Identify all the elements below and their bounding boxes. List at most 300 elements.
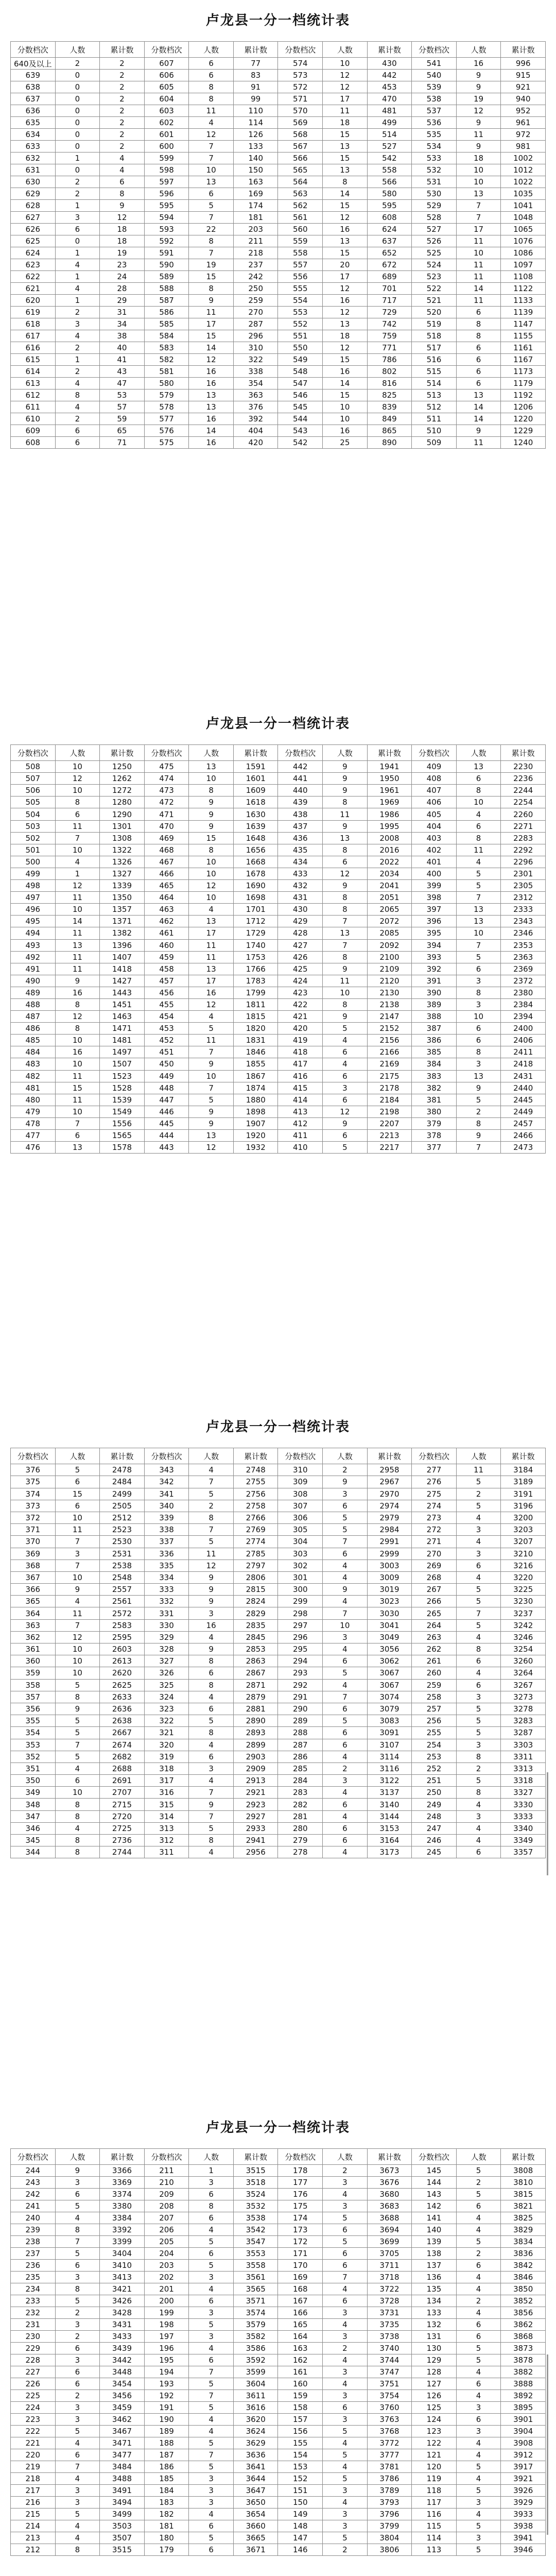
table-cell: 3611 <box>233 2390 278 2402</box>
table-cell: 416 <box>278 1070 323 1082</box>
table-cell: 133 <box>412 2307 457 2319</box>
table-cell: 9 <box>189 1596 234 1607</box>
table-cell: 5 <box>55 1727 100 1739</box>
table-cell: 237 <box>233 259 278 271</box>
table-cell: 2466 <box>501 1130 546 1142</box>
table-cell: 3380 <box>100 2200 145 2212</box>
table-cell: 5 <box>456 2343 501 2354</box>
table-cell: 595 <box>144 200 189 212</box>
table-row <box>11 2165 546 2177</box>
table-cell: 469 <box>144 832 189 844</box>
table-cell: 5 <box>456 951 501 963</box>
table-cell: 393 <box>412 951 457 963</box>
table-row <box>11 1058 546 1070</box>
table-cell: 7 <box>323 1536 368 1548</box>
table-cell: 3624 <box>233 2426 278 2437</box>
table-cell: 10 <box>189 892 234 904</box>
table-cell: 3718 <box>367 2272 412 2283</box>
table-cell: 3676 <box>367 2177 412 2189</box>
table-cell: 2512 <box>100 1512 145 1523</box>
page-title: 卢龙县一分一档统计表 <box>205 716 350 732</box>
table-cell: 10 <box>55 1058 100 1070</box>
table-cell: 2 <box>55 2307 100 2319</box>
table-cell: 9 <box>100 200 145 212</box>
table-cell: 5 <box>323 2532 368 2544</box>
table-cell: 1539 <box>100 1094 145 1106</box>
table-cell: 2 <box>189 1500 234 1512</box>
table-cell: 441 <box>278 773 323 785</box>
table-cell: 379 <box>412 1117 457 1129</box>
table-cell: 198 <box>144 2319 189 2331</box>
table-cell: 4 <box>456 1571 501 1583</box>
table-cell: 15 <box>323 247 368 259</box>
table-cell: 362 <box>11 1631 56 1643</box>
table-cell: 2305 <box>501 880 546 892</box>
table-cell: 227 <box>11 2366 56 2378</box>
table-cell: 3574 <box>233 2307 278 2319</box>
table-row <box>11 1011 546 1023</box>
table-cell: 586 <box>144 307 189 318</box>
table-cell: 463 <box>144 904 189 916</box>
table-cell: 179 <box>144 2544 189 2556</box>
table-row <box>11 1775 546 1787</box>
table-cell: 2613 <box>100 1655 145 1667</box>
table-cell: 3738 <box>367 2331 412 2343</box>
table-cell: 2138 <box>367 998 412 1010</box>
column-header: 人数 <box>55 745 100 761</box>
table-row <box>11 1619 546 1631</box>
table-row <box>11 2200 546 2212</box>
table-cell: 12 <box>189 880 234 892</box>
table-cell: 246 <box>412 1835 457 1846</box>
table-cell: 136 <box>412 2272 457 2283</box>
table-cell: 181 <box>144 2520 189 2532</box>
table-cell: 2353 <box>501 939 546 951</box>
table-cell: 1 <box>55 247 100 259</box>
table-cell: 12 <box>456 105 501 117</box>
table-cell: 442 <box>278 761 323 773</box>
table-row <box>11 342 546 354</box>
table-cell: 3318 <box>501 1775 546 1787</box>
table-cell: 2363 <box>501 951 546 963</box>
table-cell: 5 <box>55 1464 100 1476</box>
table-cell: 496 <box>11 904 56 916</box>
table-cell: 592 <box>144 235 189 247</box>
table-cell: 672 <box>367 259 412 271</box>
table-cell: 10 <box>323 58 368 70</box>
table-cell: 4 <box>456 2509 501 2520</box>
table-cell: 505 <box>11 796 56 808</box>
table-cell: 2879 <box>233 1691 278 1703</box>
table-cell: 3933 <box>501 2509 546 2520</box>
table-cell: 3392 <box>100 2224 145 2236</box>
table-cell: 17 <box>189 318 234 330</box>
table-cell: 3846 <box>501 2272 546 2283</box>
table-cell: 16 <box>189 413 234 425</box>
table-cell: 591 <box>144 247 189 259</box>
table-cell: 11 <box>55 951 100 963</box>
table-cell: 364 <box>11 1607 56 1619</box>
table-cell: 1639 <box>233 820 278 832</box>
column-header: 累计数 <box>367 745 412 761</box>
table-cell: 19 <box>456 93 501 105</box>
table-cell: 197 <box>144 2331 189 2343</box>
table-cell: 8 <box>189 1727 234 1739</box>
column-header: 人数 <box>189 2149 234 2165</box>
table-cell: 6 <box>456 1846 501 1858</box>
table-cell: 5 <box>323 2212 368 2224</box>
table-cell: 489 <box>11 987 56 998</box>
table-cell: 348 <box>11 1799 56 1810</box>
table-cell: 3665 <box>233 2532 278 2544</box>
table-cell: 514 <box>367 129 412 141</box>
table-cell: 3 <box>456 1810 501 1822</box>
table-row <box>11 892 546 904</box>
table-cell: 388 <box>412 1011 457 1023</box>
column-header: 人数 <box>323 1448 368 1464</box>
table-cell: 437 <box>278 820 323 832</box>
table-cell: 15 <box>323 152 368 164</box>
table-cell: 6 <box>323 1799 368 1810</box>
table-cell: 213 <box>11 2532 56 2544</box>
table-cell: 4 <box>55 1822 100 1834</box>
table-cell: 290 <box>278 1703 323 1715</box>
table-cell: 9 <box>323 820 368 832</box>
table-cell: 4 <box>55 2520 100 2532</box>
table-cell: 3023 <box>367 1596 412 1607</box>
table-cell: 543 <box>278 425 323 437</box>
table-cell: 193 <box>144 2378 189 2390</box>
table-cell: 259 <box>412 1679 457 1691</box>
table-cell: 175 <box>278 2200 323 2212</box>
table-cell: 7 <box>456 1142 501 1154</box>
table-cell: 418 <box>278 1046 323 1058</box>
table-cell: 3688 <box>367 2212 412 2224</box>
table-cell: 1867 <box>233 1070 278 1082</box>
table-row <box>11 2520 546 2532</box>
column-header: 分数档次 <box>144 1448 189 1464</box>
table-cell: 5 <box>323 1023 368 1035</box>
table-cell: 575 <box>144 437 189 449</box>
table-row <box>11 1070 546 1082</box>
table-cell: 14 <box>189 425 234 437</box>
table-cell: 2 <box>100 58 145 70</box>
table-cell: 2271 <box>501 820 546 832</box>
table-cell: 7 <box>323 2272 368 2283</box>
table-cell: 3751 <box>367 2378 412 2390</box>
table-cell: 298 <box>278 1607 323 1619</box>
table-cell: 445 <box>144 1117 189 1129</box>
table-cell: 2175 <box>367 1070 412 1082</box>
table-cell: 3829 <box>501 2224 546 2236</box>
table-cell: 3532 <box>233 2200 278 2212</box>
table-cell: 3 <box>323 2414 368 2426</box>
table-cell: 204 <box>144 2248 189 2260</box>
table-cell: 2022 <box>367 856 412 868</box>
table-cell: 453 <box>144 1023 189 1035</box>
column-header: 分数档次 <box>144 2149 189 2165</box>
table-cell: 292 <box>278 1679 323 1691</box>
table-cell: 8 <box>323 892 368 904</box>
table-cell: 9 <box>323 785 368 796</box>
table-cell: 283 <box>278 1787 323 1799</box>
table-row <box>11 2449 546 2461</box>
table-cell: 10 <box>55 1512 100 1523</box>
table-cell: 3760 <box>367 2402 412 2414</box>
table-cell: 1783 <box>233 975 278 987</box>
table-cell: 1 <box>55 152 100 164</box>
table-row <box>11 2177 546 2189</box>
table-cell: 18 <box>323 117 368 129</box>
table-cell: 3083 <box>367 1715 412 1727</box>
table-cell: 1272 <box>100 785 145 796</box>
table-cell: 10 <box>55 904 100 916</box>
table-cell: 4 <box>323 2437 368 2449</box>
table-cell: 0 <box>55 81 100 93</box>
table-cell: 376 <box>233 401 278 413</box>
table-cell: 2457 <box>501 1117 546 1129</box>
table-cell: 2715 <box>100 1799 145 1810</box>
table-cell: 357 <box>11 1691 56 1703</box>
table-cell: 3491 <box>100 2485 145 2497</box>
table-cell: 514 <box>412 378 457 389</box>
table-cell: 2691 <box>100 1775 145 1787</box>
table-cell: 9 <box>323 963 368 975</box>
table-cell: 1 <box>55 271 100 283</box>
table-cell: 12 <box>323 868 368 879</box>
table-cell: 533 <box>412 152 457 164</box>
table-row <box>11 1715 546 1727</box>
table-cell: 17 <box>323 93 368 105</box>
table-cell: 18 <box>100 224 145 235</box>
table-cell: 319 <box>144 1751 189 1762</box>
table-cell: 3 <box>456 975 501 987</box>
table-cell: 2620 <box>100 1667 145 1679</box>
table-cell: 3062 <box>367 1655 412 1667</box>
table-cell: 579 <box>144 389 189 401</box>
table-cell: 1481 <box>100 1035 145 1046</box>
table-cell: 2254 <box>501 796 546 808</box>
table-cell: 3799 <box>367 2520 412 2532</box>
table-cell: 6 <box>55 2189 100 2200</box>
table-cell: 5 <box>456 1715 501 1727</box>
column-header: 人数 <box>456 42 501 58</box>
table-cell: 6 <box>323 1548 368 1560</box>
column-header: 累计数 <box>100 745 145 761</box>
table-cell: 462 <box>144 916 189 927</box>
table-cell: 630 <box>11 176 56 188</box>
table-cell: 12 <box>189 129 234 141</box>
table-cell: 163 <box>278 2343 323 2354</box>
table-cell: 3547 <box>233 2236 278 2248</box>
table-row <box>11 1691 546 1703</box>
table-cell: 23 <box>100 259 145 271</box>
table-cell: 7 <box>456 939 501 951</box>
table-cell: 3448 <box>100 2366 145 2378</box>
table-cell: 3683 <box>367 2200 412 2212</box>
table-cell: 4 <box>55 259 100 271</box>
table-cell: 1941 <box>367 761 412 773</box>
table-cell: 6 <box>189 2189 234 2200</box>
table-cell: 329 <box>144 1631 189 1643</box>
scroll-indicator[interactable] <box>547 1772 548 1875</box>
table-cell: 3 <box>55 2485 100 2497</box>
table-cell: 521 <box>412 295 457 307</box>
table-cell: 354 <box>233 378 278 389</box>
table-cell: 491 <box>11 963 56 975</box>
table-cell: 13 <box>456 1070 501 1082</box>
table-row <box>11 785 546 796</box>
table-cell: 3 <box>55 2319 100 2331</box>
table-cell: 163 <box>233 176 278 188</box>
table-cell: 234 <box>11 2283 56 2295</box>
table-cell: 3786 <box>367 2473 412 2485</box>
table-cell: 230 <box>11 2331 56 2343</box>
table-row <box>11 105 546 117</box>
table-cell: 1322 <box>100 844 145 856</box>
table-cell: 268 <box>412 1571 457 1583</box>
table-cell: 1712 <box>233 916 278 927</box>
table-cell: 18 <box>100 235 145 247</box>
table-cell: 2881 <box>233 1703 278 1715</box>
table-cell: 6 <box>189 2212 234 2224</box>
table-cell: 4 <box>189 2509 234 2520</box>
scroll-indicator[interactable] <box>547 2354 548 2535</box>
table-cell: 409 <box>412 761 457 773</box>
table-cell: 3303 <box>501 1739 546 1751</box>
table-cell: 634 <box>11 129 56 141</box>
table-cell: 124 <box>412 2414 457 2426</box>
table-cell: 574 <box>278 58 323 70</box>
table-cell: 6 <box>323 2248 368 2260</box>
table-row <box>11 1751 546 1762</box>
table-cell: 2913 <box>233 1775 278 1787</box>
table-row <box>11 1106 546 1117</box>
table-cell: 5 <box>456 1703 501 1715</box>
table-cell: 339 <box>144 1512 189 1523</box>
table-cell: 177 <box>278 2177 323 2189</box>
table-cell: 640及以上 <box>11 58 56 70</box>
table-cell: 3278 <box>501 1703 546 1715</box>
table-cell: 116 <box>412 2509 457 2520</box>
table-cell: 17 <box>189 927 234 939</box>
table-cell: 313 <box>144 1822 189 1834</box>
table-cell: 11 <box>456 129 501 141</box>
table-row <box>11 2544 546 2556</box>
table-cell: 3349 <box>501 1835 546 1846</box>
table-cell: 1618 <box>233 796 278 808</box>
table-cell: 0 <box>55 129 100 141</box>
table-cell: 499 <box>367 117 412 129</box>
table-cell: 2449 <box>501 1106 546 1117</box>
table-cell: 2756 <box>233 1488 278 1500</box>
table-cell: 456 <box>144 987 189 998</box>
table-cell: 596 <box>144 188 189 200</box>
table-cell: 1766 <box>233 963 278 975</box>
table-cell: 1155 <box>501 330 546 342</box>
table-cell: 91 <box>233 81 278 93</box>
table-cell: 8 <box>189 1679 234 1691</box>
table-cell: 293 <box>278 1667 323 1679</box>
table-cell: 2769 <box>233 1524 278 1536</box>
table-cell: 3184 <box>501 1464 546 1476</box>
table-cell: 476 <box>11 1142 56 1154</box>
table-cell: 1035 <box>501 188 546 200</box>
table-cell: 158 <box>278 2402 323 2414</box>
table-cell: 5 <box>189 2378 234 2390</box>
table-cell: 137 <box>412 2260 457 2272</box>
table-cell: 10 <box>55 1106 100 1117</box>
table-cell: 4 <box>189 1631 234 1643</box>
table-cell: 458 <box>144 963 189 975</box>
table-cell: 435 <box>278 844 323 856</box>
table-row <box>11 2509 546 2520</box>
table-cell: 1002 <box>501 152 546 164</box>
table-cell: 16 <box>323 295 368 307</box>
table-cell: 7 <box>456 212 501 224</box>
table-cell: 13 <box>189 916 234 927</box>
table-cell: 3699 <box>367 2236 412 2248</box>
table-cell: 4 <box>55 378 100 389</box>
column-header: 分数档次 <box>412 2149 457 2165</box>
table-cell: 15 <box>189 832 234 844</box>
table-cell: 3313 <box>501 1762 546 1774</box>
table-cell: 849 <box>367 413 412 425</box>
table-cell: 271 <box>412 1536 457 1548</box>
table-cell: 546 <box>278 389 323 401</box>
table-cell: 16 <box>189 378 234 389</box>
table-cell: 13 <box>323 832 368 844</box>
table-cell: 320 <box>144 1739 189 1751</box>
table-cell: 599 <box>144 152 189 164</box>
table-cell: 11 <box>323 975 368 987</box>
table-cell: 483 <box>11 1058 56 1070</box>
table-cell: 15 <box>55 1082 100 1094</box>
table-row <box>11 401 546 413</box>
table-cell: 180 <box>144 2532 189 2544</box>
table-cell: 389 <box>412 998 457 1010</box>
table-row <box>11 2378 546 2390</box>
table-cell: 318 <box>144 1762 189 1774</box>
table-cell: 3565 <box>233 2283 278 2295</box>
table-cell: 529 <box>412 200 457 212</box>
table-cell: 6 <box>100 176 145 188</box>
table-cell: 3 <box>323 2366 368 2378</box>
table-cell: 71 <box>100 437 145 449</box>
table-cell: 4 <box>456 1631 501 1643</box>
table-cell: 2 <box>100 117 145 129</box>
table-cell: 15 <box>323 200 368 212</box>
table-cell: 3 <box>323 1082 368 1094</box>
table-cell: 13 <box>456 916 501 927</box>
table-cell: 9 <box>55 1584 100 1596</box>
table-cell: 1382 <box>100 927 145 939</box>
table-cell: 527 <box>412 224 457 235</box>
table-cell: 8 <box>323 176 368 188</box>
table-cell: 239 <box>11 2224 56 2236</box>
table-cell: 224 <box>11 2402 56 2414</box>
table-cell: 481 <box>11 1082 56 1094</box>
table-cell: 9 <box>456 81 501 93</box>
table-cell: 472 <box>144 796 189 808</box>
table-cell: 8 <box>456 330 501 342</box>
table-cell: 323 <box>144 1703 189 1715</box>
table-cell: 123 <box>412 2426 457 2437</box>
table-row <box>11 951 546 963</box>
table-cell: 8 <box>55 2544 100 2556</box>
table-cell: 3462 <box>100 2414 145 2426</box>
table-cell: 13 <box>323 164 368 176</box>
